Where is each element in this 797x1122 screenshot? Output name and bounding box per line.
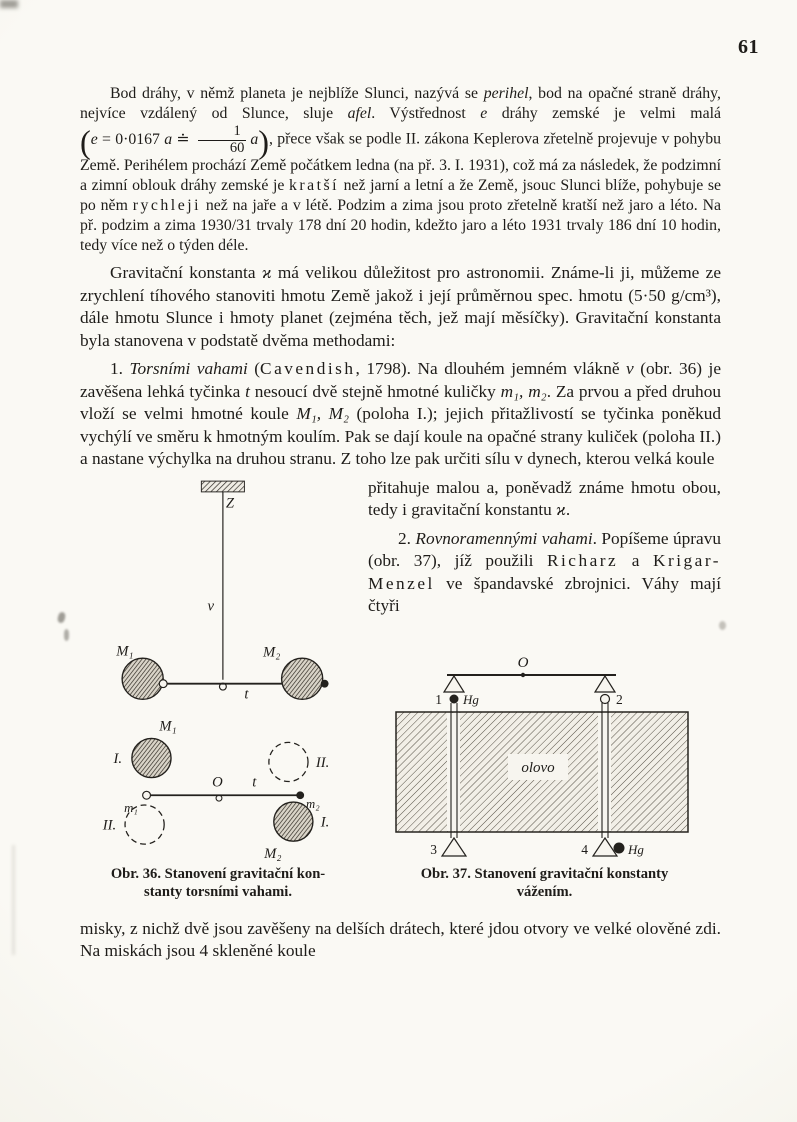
var-e: e: [480, 105, 488, 122]
ceiling-support: [201, 481, 244, 492]
text-run: , 1798). Na dlouhém jemném vlákně: [355, 359, 627, 379]
scan-artifact: [57, 611, 66, 623]
text-run: (obr. 36) je zavěšena lehká tyčinka: [80, 359, 721, 401]
paren-open: (: [80, 124, 91, 161]
paragraph-balance-method: [368, 528, 721, 618]
figure-37-block: [368, 655, 721, 902]
figure-37: [390, 655, 700, 861]
var-e: e: [90, 130, 98, 148]
text-run: 1.: [110, 359, 130, 379]
label-O: O: [212, 774, 223, 791]
label-M2: M₂: [264, 845, 282, 861]
var-M1-M2: M₁, M₂: [296, 404, 349, 424]
var-kappa: ϰ: [556, 500, 566, 520]
term-perihel: perihel: [483, 85, 529, 102]
caption-text: stanty torsními vahami.: [144, 884, 292, 901]
text-run: . Za prvou a před druhou vloží se velmi hmotné koule: [80, 381, 721, 424]
text-run: než na jaře a v létě. Podzim a zima jsou proto zřetelně kratší než jaro a léto. Na př. podzim a zima 1930/31 trvaly 178 dní 20 hodin, kdežto jaro a léto 1931 trvaly 186 dní 10 hodin, tedy více než o týden déle.: [80, 197, 721, 255]
figures-and-text-section: [80, 477, 721, 902]
label-Z: Z: [225, 495, 234, 512]
figure-36-caption: [111, 865, 325, 902]
text-run: Bod dráhy, v němž planeta je nejblíže Slunci, nazývá se: [110, 85, 484, 102]
label-O-beam: O: [517, 654, 528, 671]
text-run: = 0·0167: [97, 130, 165, 148]
label-pan-3: 3: [429, 841, 437, 857]
paragraph-pans-continued: [80, 918, 721, 963]
fraction-numerator: 1: [198, 124, 247, 141]
method-name: Torsními vahami: [129, 359, 248, 379]
emphasized-run: kratší: [288, 177, 340, 195]
fraction-one-sixtieth: [198, 124, 247, 156]
var-m1-m2: m₁, m₂: [500, 381, 547, 401]
text-run: než jarní a letní a že Země, jsouc Slunci blíže, pohybuje se po něm: [80, 177, 721, 215]
large-sphere-M1: [122, 658, 163, 699]
label-m2: m₂: [306, 796, 320, 811]
label-t-top: t: [244, 686, 249, 703]
text-run: ve špandavské zbrojnici. Váhy mají čtyři: [368, 573, 721, 616]
text-run: Gravitační konstanta: [110, 263, 262, 283]
var-kappa: ϰ: [261, 263, 272, 283]
large-sphere-M2: [282, 658, 323, 699]
small-ball-m2: [296, 791, 304, 799]
text-run: (poloha I.); jejich přitažlivostí se tyčinka poněkud vychýlí ve směru k hmotným koulím. Pak se dají koule na opačné strany kuliček (poloha II.) a nastane výchylka na druhou stranu. Z toho lze pak určiti sílu v dynech, kterou velká koule: [80, 404, 722, 469]
small-ball-right: [321, 680, 329, 688]
label-pan-4: 4: [580, 841, 588, 857]
approx-equals: ≐: [172, 130, 194, 148]
label-position-II-right: II.: [315, 754, 330, 771]
var-a: a: [164, 130, 173, 148]
label-pan-2: 2: [615, 691, 623, 707]
emphasized-run: rychleji: [132, 197, 201, 215]
caption-text: vážením.: [516, 884, 573, 901]
figure-36: [81, 477, 355, 861]
paragraph-torsion-method: [80, 358, 721, 471]
stirrup-top-right: [595, 676, 615, 692]
text-run: a: [618, 551, 653, 571]
text-run: . Výstřednost: [371, 105, 481, 122]
caption-text: Obr. 36. Stanovení gravitační kon-: [110, 865, 326, 882]
text-run: 2.: [398, 528, 416, 548]
sphere-position-II-dashed-top: [269, 742, 308, 781]
scan-artifact: [0, 0, 18, 8]
sphere-M2-position-I: [274, 802, 313, 841]
term-afel: afel: [347, 105, 372, 122]
figure-36-column: [80, 477, 356, 902]
var-t: t: [245, 381, 250, 401]
pan-4-mass: [613, 842, 624, 853]
text-run: má velikou důležitost pro astronomii. Známe-li ji, můžeme ze zrychlení tíhového stanoviti hmotu Země jakož i její průměrnou spec. hmotu (5·50 g/cm³), dále hmotu Slunce i hmoty planet (zejména těch, jež mají měsíčky). Gravitační konstanta byla stanovena v podstatě dvěma methodami:: [80, 263, 721, 350]
label-M1-top: M₁: [116, 643, 134, 660]
label-position-I-left: I.: [113, 750, 123, 767]
text-run: nesoucí dvě stejně hmotné kuličky: [249, 381, 501, 401]
wire-channel-left: [447, 713, 460, 831]
label-t: t: [252, 774, 257, 791]
paragraph-gravitational-constant: [80, 262, 721, 352]
paragraph-perihelion: [80, 84, 721, 256]
text-run: (: [247, 359, 261, 379]
text-run: , bod na opačné straně dráhy, nejvíce vzdálený od Slunce, sluje: [80, 85, 721, 122]
eccentricity-formula: [80, 123, 270, 161]
page-number: 61: [738, 36, 759, 58]
label-pan-1: 1: [434, 691, 442, 707]
fraction-denominator: 60: [229, 139, 245, 156]
caption-text: Obr. 37. Stanovení gravitační konstanty: [420, 865, 669, 882]
text-run: misky, z nichž dvě jsou zavěšeny na delších drátech, které jdou otvory ve velké olověné zdi. Na miskách jsou 4 skleněné koule: [80, 918, 721, 961]
var-a: a: [250, 130, 259, 148]
pan-3-triangle: [442, 838, 466, 856]
person-name: Krigar-Menzel: [368, 551, 721, 593]
right-text-column: [356, 477, 721, 902]
label-position-I-right: I.: [320, 814, 330, 831]
method-name: Rovnoramennými vahami: [415, 528, 593, 548]
label-position-II-left: II.: [102, 817, 117, 834]
label-M2-top: M₂: [263, 644, 281, 661]
text-run: dráhy zemské je velmi malá: [487, 105, 721, 122]
small-ball-m1: [143, 791, 151, 799]
text-run: . Popíšeme úpravu (obr. 37), jíž použili: [368, 528, 722, 571]
var-v: v: [626, 359, 634, 379]
label-olovo: olovo: [520, 759, 555, 776]
sphere-M1-position-I: [132, 738, 171, 777]
label-v: v: [207, 598, 215, 615]
pan-1-mass: [449, 694, 458, 703]
beam-center-pivot: [520, 673, 524, 677]
label-hg-bottom: Hg: [627, 841, 644, 857]
scan-artifact: [64, 629, 69, 641]
text-run: přitahuje malou a, poněvadž známe hmotu obou, tedy i gravitační konstantu: [368, 477, 721, 520]
text-run: , přece však se podle II. zákona Keplerova zřetelně projevuje v pohybu Země. Perihélem prochází Země počátkem ledna (na př. 3. I. 1931), což má za následek, že podzimní a zimní oblouk dráhy zemské je: [80, 130, 721, 195]
label-M1: M₁: [159, 718, 177, 735]
wire-channel-right: [598, 713, 611, 831]
person-name: Richarz: [546, 551, 619, 571]
label-hg-top: Hg: [462, 691, 479, 707]
stirrup-top-left: [444, 676, 464, 692]
paragraph-torsion-continued: [368, 477, 721, 522]
center-loop: [216, 795, 222, 801]
pan-4-triangle: [593, 838, 617, 856]
small-ball-left: [159, 680, 167, 688]
scan-artifact: [12, 845, 15, 955]
text-run: .: [565, 500, 571, 520]
figure-37-caption: [421, 865, 669, 902]
label-m1: m₁: [124, 800, 138, 815]
paren-close: ): [258, 124, 270, 161]
pan-2-hook: [600, 694, 609, 703]
person-name: Cavendish: [260, 359, 356, 379]
